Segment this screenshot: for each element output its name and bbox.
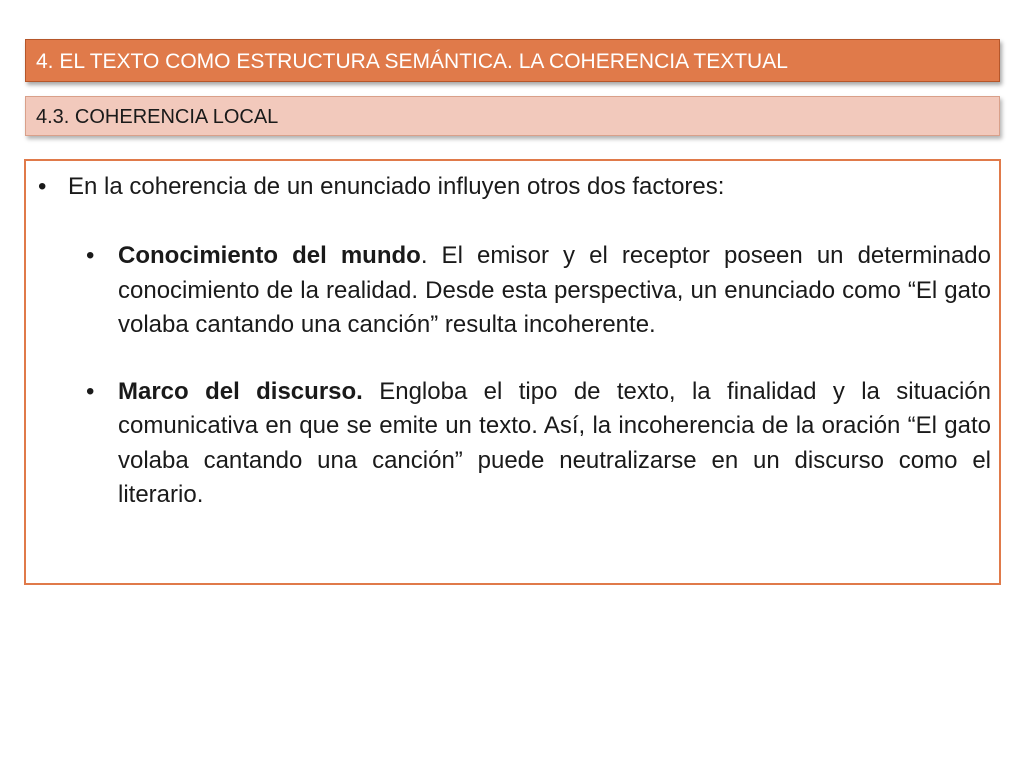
factor-text [118,239,991,343]
bullet-icon: • [86,377,95,405]
bullet-icon: • [86,242,95,269]
content-box [24,159,1001,585]
factor-list [86,239,991,545]
factor-description: Engloba el tipo de texto, la finalidad y la situación comunicativa en que se emite un texto. Así, la incoherencia de la oración “El gato volaba cantando una canción” puede neutralizarse en un discurso como el literario. [118,377,991,508]
factor-item-discourse-frame [86,375,991,513]
factor-description: . El emisor y el receptor poseen un determinado conocimiento de la realidad. Desde esta perspectiva, un enunciado como “El gato volaba cantando una canción” resulta incoherente. [118,242,991,338]
intro-text: En la coherencia de un enunciado influyen otros dos factores: [68,173,725,200]
bullet-icon: • [38,173,47,200]
factor-term: Marco del discurso. [118,377,363,405]
section-subtitle: 4.3. COHERENCIA LOCAL [25,96,1000,136]
slide-title: 4. EL TEXTO COMO ESTRUCTURA SEMÁNTICA. LA COHERENCIA TEXTUAL [25,39,1000,82]
intro-bullet [38,171,991,203]
factor-item-world-knowledge [86,239,991,343]
factor-term: Conocimiento del mundo [118,242,421,269]
factor-text [118,375,991,513]
